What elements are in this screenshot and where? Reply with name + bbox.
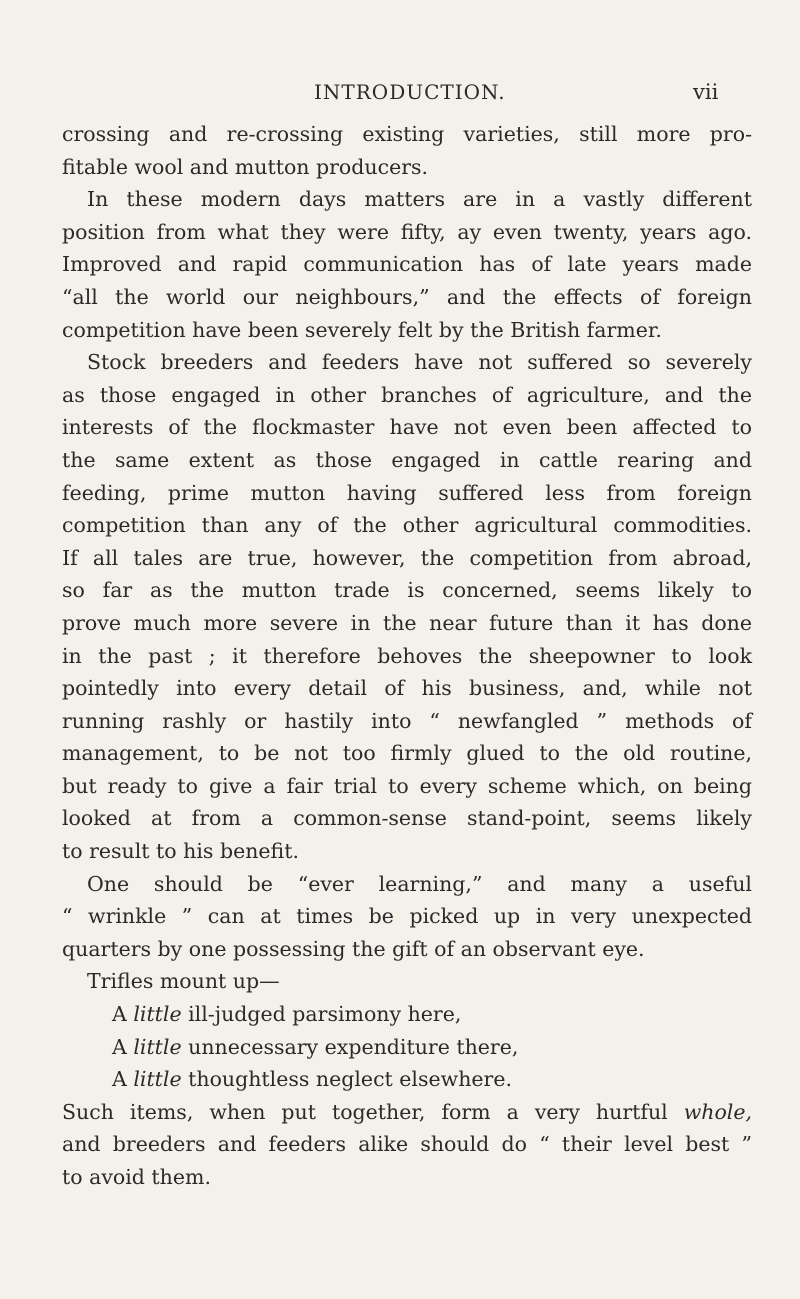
verse-rest: thoughtless neglect elsewhere. (181, 1067, 512, 1092)
text-line: pointedly into every detail of his business, and, while not (62, 676, 752, 701)
text-line: management, to be not too firmly glued to the old routine, (62, 741, 752, 766)
verse-emphasis: little (133, 1034, 182, 1059)
verse-article: A (112, 1002, 134, 1027)
body-text (62, 118, 752, 1194)
text-line: Improved and rapid communication has of late years made (62, 252, 752, 277)
text-line: “ wrinkle ” can at times be picked up in very unexpected (62, 904, 752, 929)
text-line: so far as the mutton trade is concerned, seems likely to (62, 578, 752, 603)
verse-rest: ill-judged parsimony here, (181, 1002, 462, 1027)
text-line: interests of the flockmaster have not even been affected to (62, 415, 752, 440)
verse-line (62, 1063, 752, 1096)
text-line: crossing and re-crossing existing varieties, still more pro- (62, 122, 752, 146)
text-line: fitable wool and mutton producers. (62, 154, 429, 179)
text-line: in the past ; it therefore behoves the sheepowner to look (62, 643, 752, 668)
text-line (62, 1096, 752, 1129)
text-line-content: Such items, when put together, form a very hurtful (62, 1099, 684, 1124)
verse-emphasis: little (133, 1002, 182, 1027)
text-line: position from what they were fifty, ay even twenty, years ago. (62, 219, 752, 244)
text-line: as those engaged in other branches of agriculture, and the (62, 382, 752, 407)
text-line: to result to his benefit. (62, 839, 299, 864)
text-line-content: One should be “ever learning,” and many a useful (87, 871, 752, 896)
text-line: competition have been severely felt by the British farmer. (62, 317, 662, 342)
text-line: If all tales are true, however, the competition from abroad, (62, 545, 752, 570)
text-line (62, 868, 752, 901)
text-line: running rashly or hastily into “ newfangled ” methods of (62, 708, 752, 733)
text-emphasis: whole, (683, 1099, 752, 1124)
running-head-title: INTRODUCTION. (314, 80, 506, 104)
text-line: but ready to give a fair trial to every scheme which, on being (62, 773, 752, 798)
verse-article: A (112, 1067, 134, 1092)
text-line: the same extent as those engaged in cattle rearing and (62, 447, 752, 472)
text-line: to avoid them. (62, 1165, 211, 1189)
text-line: prove much more severe in the near future than it has done (62, 610, 752, 635)
text-line: Trifles mount up— (87, 969, 280, 994)
page-number: vii (693, 80, 719, 104)
text-line: competition than any of the other agricultural commodities. (62, 513, 752, 538)
verse-line (62, 1031, 752, 1064)
verse-article: A (112, 1034, 134, 1059)
text-line: and breeders and feeders alike should do “ their level best ” (62, 1132, 752, 1157)
verse-emphasis: little (133, 1067, 182, 1092)
text-line: “all the world our neighbours,” and the effects of foreign (62, 284, 752, 309)
text-line: looked at from a common-sense stand-point, seems likely (62, 806, 752, 831)
verse-rest: unnecessary expenditure there, (181, 1034, 519, 1059)
text-line-content: In these modern days matters are in a vastly different (87, 187, 752, 212)
text-line: Stock breeders and feeders have not suffered so severely (87, 350, 752, 375)
text-line (62, 183, 752, 216)
text-line: feeding, prime mutton having suffered less from foreign (62, 480, 752, 505)
verse-line (62, 998, 752, 1031)
text-line: quarters by one possessing the gift of an observant eye. (62, 936, 645, 961)
